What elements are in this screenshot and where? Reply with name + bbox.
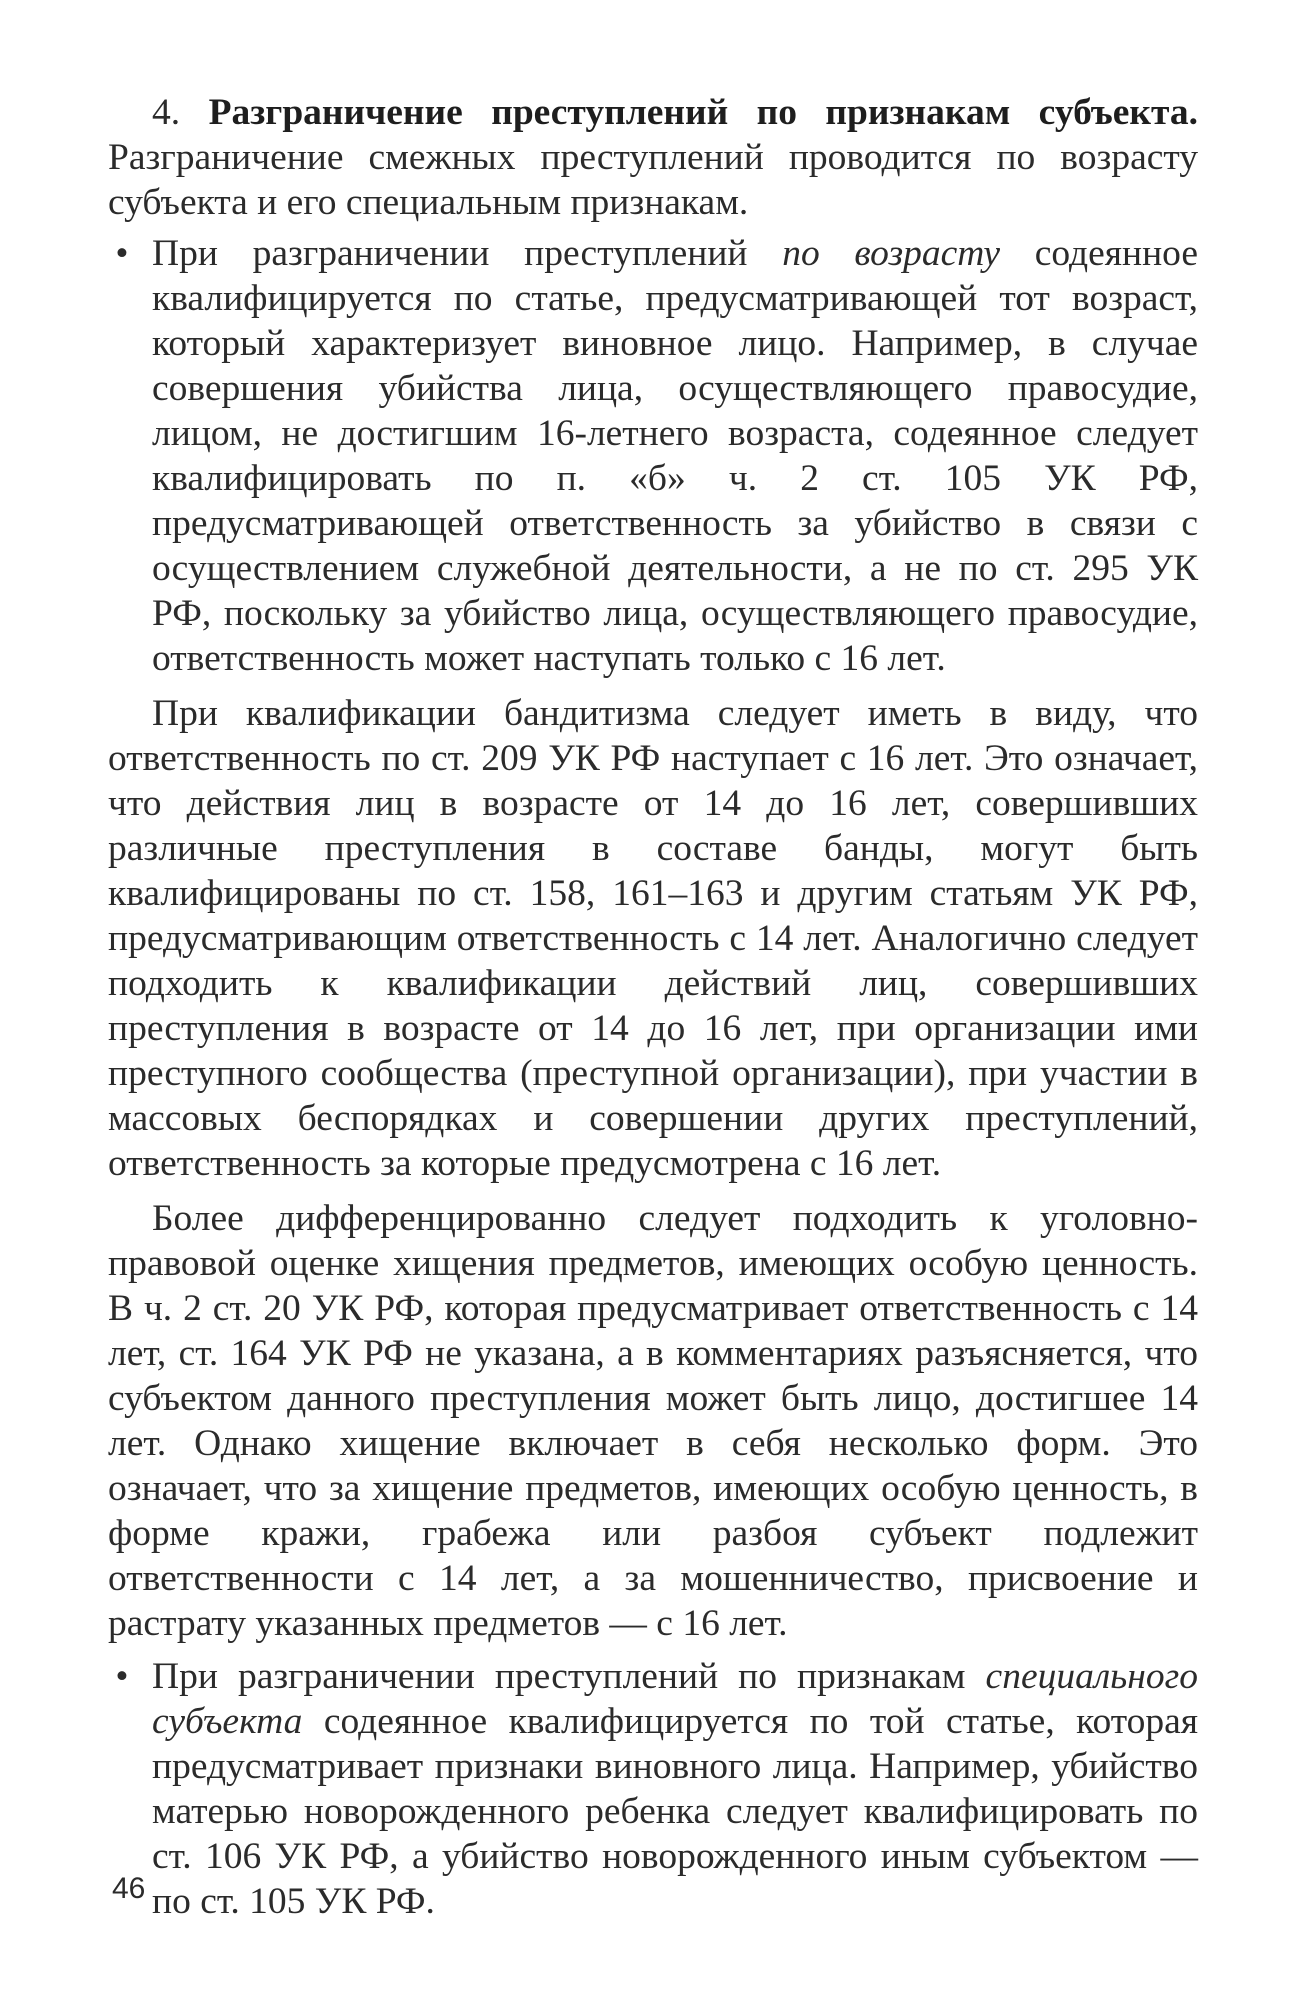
- page-body: [108, 90, 1198, 1934]
- bullet-item-age: [108, 231, 1198, 681]
- bullet-item-special-subject: [108, 1654, 1198, 1924]
- bullet-text-after: содеянное квалифицируется по той статье, которая предусматривает признаки виновного лица. Например, убийство матерью новорожденного ребенка следует квалифицировать по ст. 106 УК РФ, а убийство новорожденного иным субъектом — по ст. 105 УК РФ.: [152, 1701, 1198, 1922]
- paragraph-theft: Более дифференцированно следует подходить к уголовно-правовой оценке хищения предметов, имеющих особую ценность. В ч. 2 ст. 20 УК РФ, которая предусматривает ответственность с 14 лет, ст. 164 УК РФ не указана, а в комментариях разъясняется, что субъектом данного преступления может быть лицо, достигшее 14 лет. Однако хищение включает в себя несколько форм. Это означает, что за хищение предметов, имеющих особую ценность, в форме кражи, грабежа или разбоя субъект подлежит ответственности с 14 лет, а за мошенничество, присвоение и растрату указанных предметов — с 16 лет.: [108, 1198, 1198, 1644]
- page-number: 46: [112, 1872, 146, 1905]
- bullet-text-before: При разграничении преступлений: [152, 233, 783, 274]
- paragraph-banditry: При квалификации бандитизма следует иметь в виду, что ответственность по ст. 209 УК РФ наступает с 16 лет. Это означает, что действия лиц в возрасте от 14 до 16 лет, совершивших различные преступления в составе банды, могут быть квалифицированы по ст. 158, 161–163 и другим статьям УК РФ, предусматривающим ответственность с 14 лет. Аналогично следует подходить к квалификации действий лиц, совершивших преступления в возрасте от 14 до 16 лет, при организации ими преступного сообщества (преступной организации), при участии в массовых беспорядках и совершении других преступлений, ответственность за которые предусмотрена с 16 лет.: [108, 693, 1198, 1184]
- section-heading-paragraph: [108, 90, 1198, 225]
- section-number: 4.: [152, 92, 181, 133]
- bullet-text-after: содеянное квалифицируется по статье, предусматривающей тот возраст, который характеризует виновное лицо. Например, в случае совершения убийства лица, осуществляющего правосудие, лицом, не достигшим 16-летнего возраста, содеянное следует квалифицировать по п. «б» ч. 2 ст. 105 УК РФ, предусматривающей ответственность за убийство в связи с осуществлением служебной деятельности, а не по ст. 295 УК РФ, поскольку за убийство лица, осуществляющего правосудие, ответственность может наступать только с 16 лет.: [152, 233, 1199, 679]
- bullet-marker: •: [115, 1656, 129, 1697]
- section-intro: Разграничение смежных преступлений проводится по возрасту субъекта и его специальным признакам.: [108, 137, 1198, 223]
- bullet-text-before: При разграничении преступлений по признакам: [152, 1656, 986, 1697]
- bullet-emphasis: по возрасту: [782, 233, 1001, 274]
- bullet-emphasis: специального субъекта: [152, 1656, 1198, 1742]
- section-title: Разграничение преступлений по признакам субъекта.: [208, 92, 1199, 133]
- bullet-marker: •: [115, 233, 129, 274]
